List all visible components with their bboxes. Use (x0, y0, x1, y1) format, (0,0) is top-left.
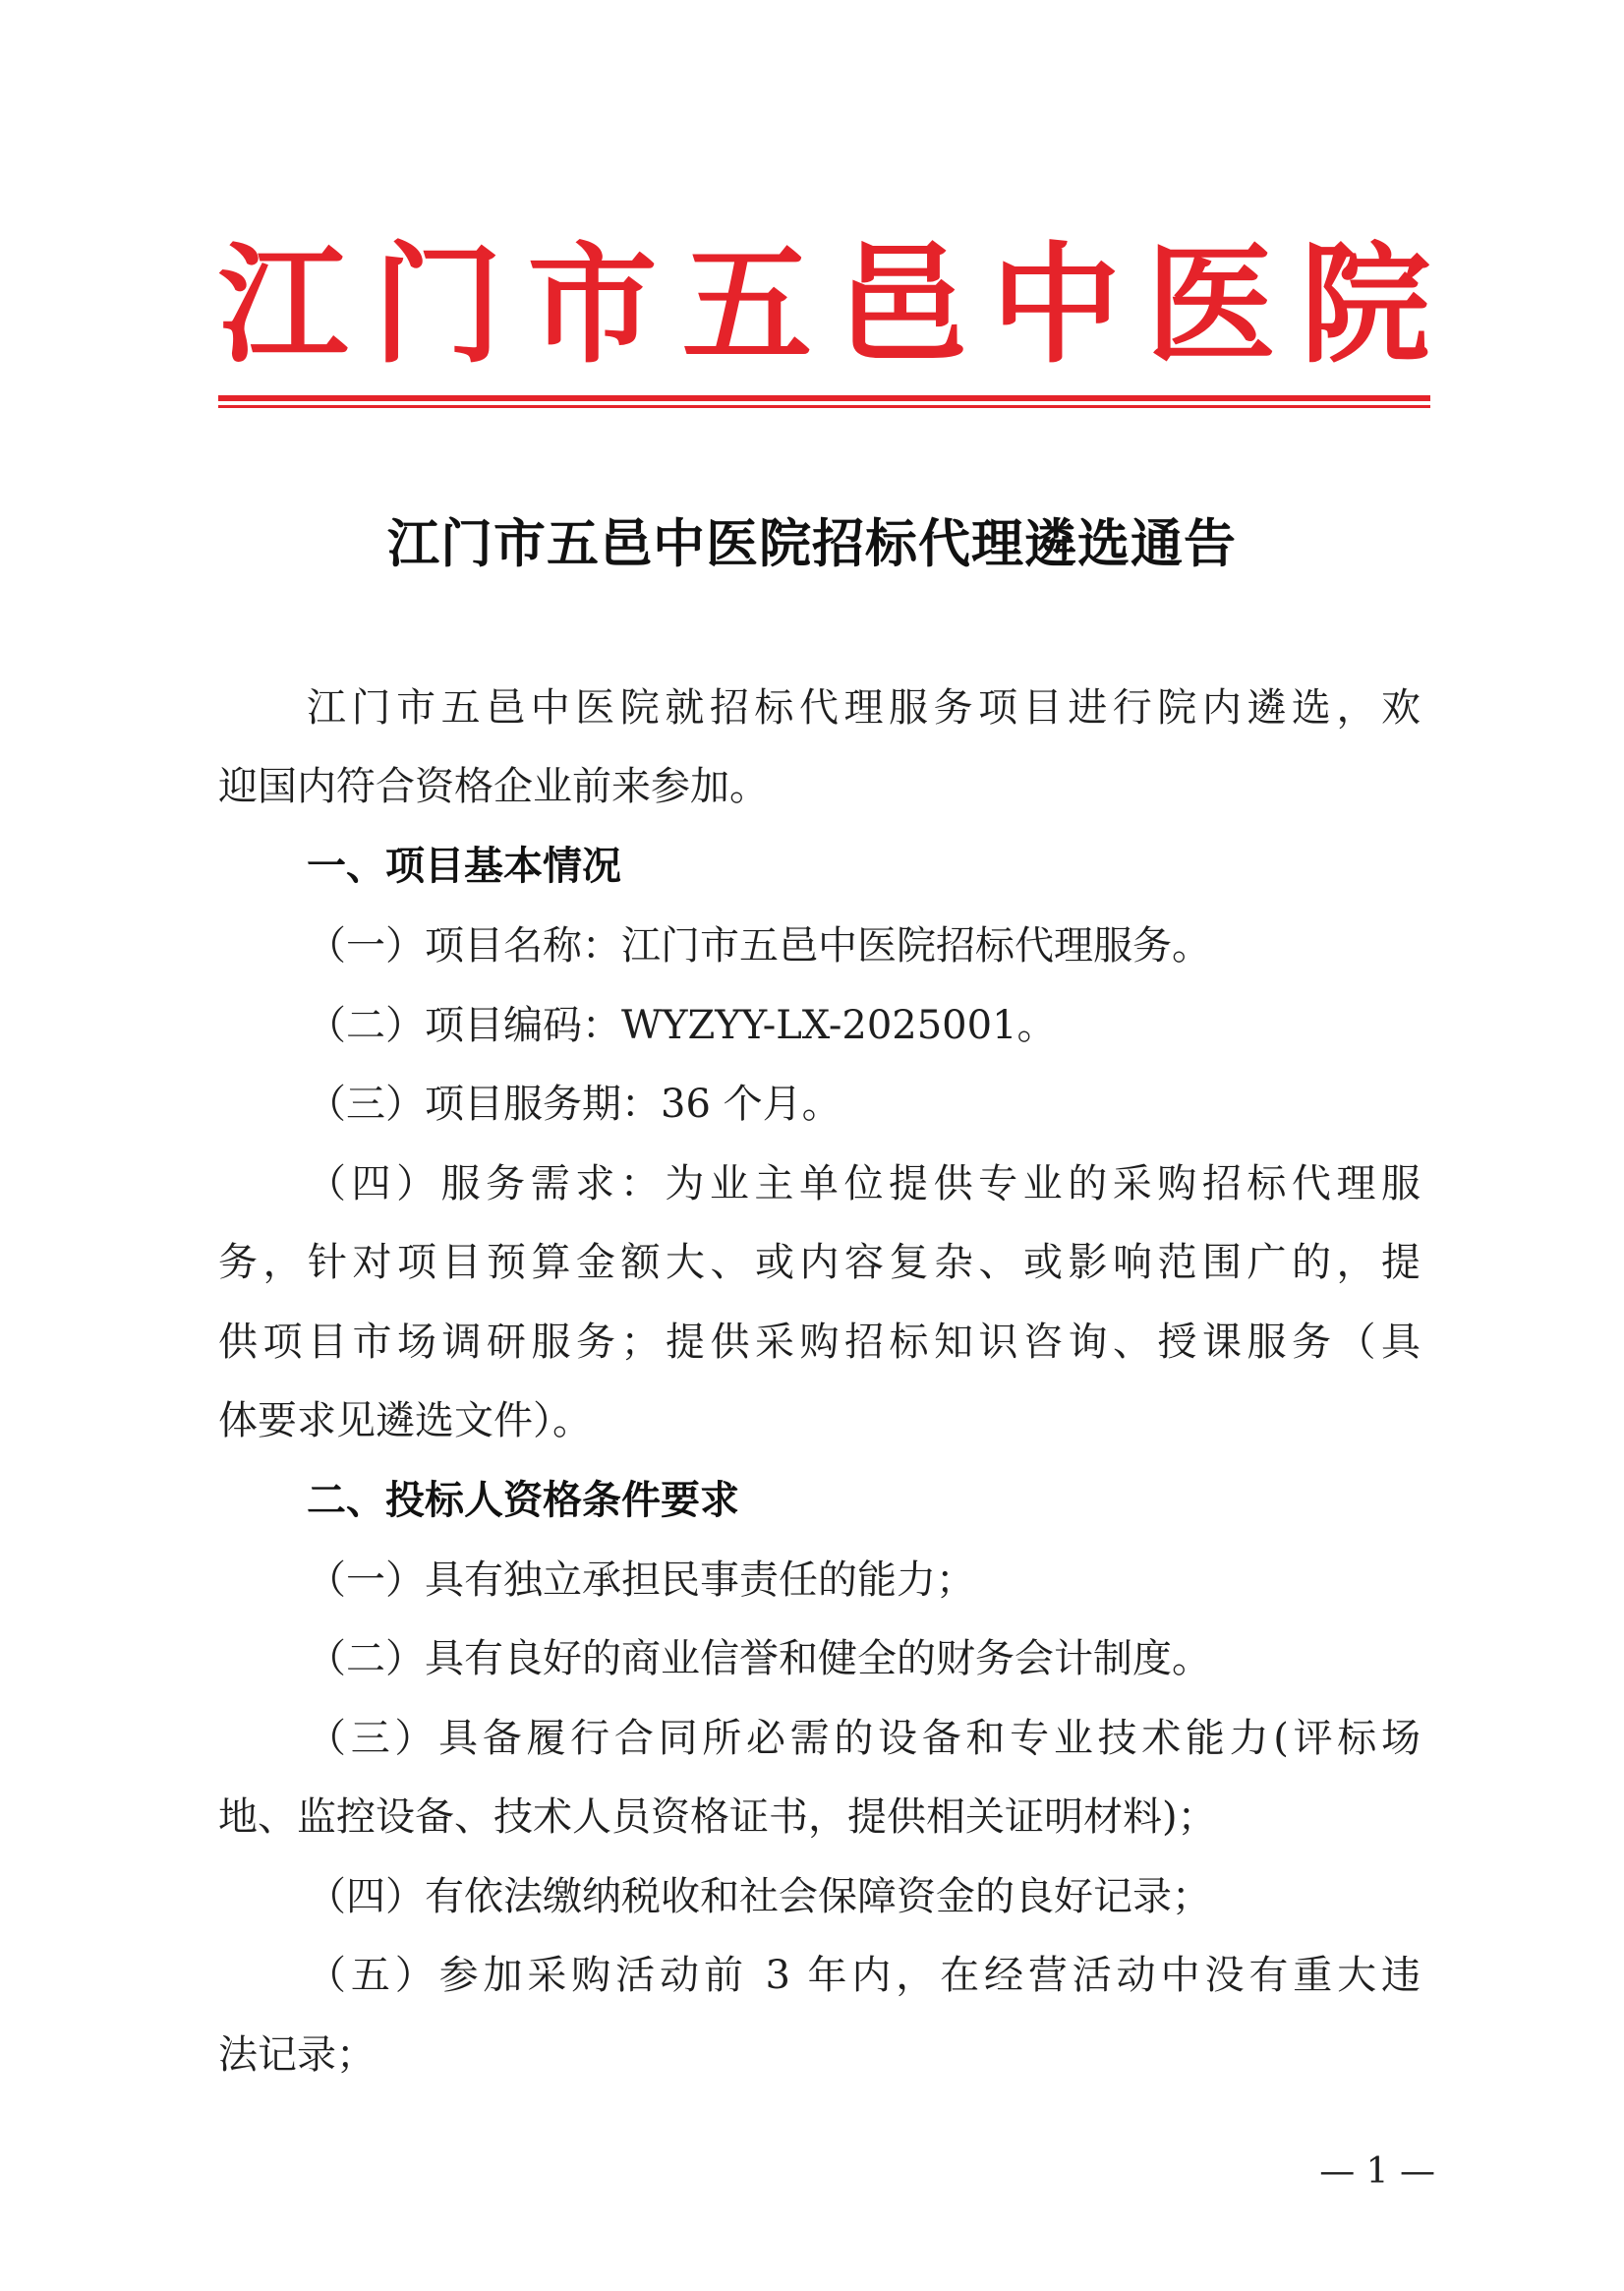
section2-item-3-line-1: （三）具备履行合同所必需的设备和专业技术能力(评标场 (307, 1716, 1421, 1761)
section-heading-2: 二、投标人资格条件要求 (307, 1478, 739, 1523)
letterhead-char: 五 (681, 230, 812, 382)
letterhead-char: 市 (527, 230, 658, 382)
letterhead-char: 江 (218, 230, 348, 382)
section2-item-2: （二）具有良好的商业信誉和健全的财务会计制度。 (307, 1636, 1211, 1681)
section1-item-4-line-1: （四）服务需求：为业主单位提供专业的采购招标代理服 (307, 1161, 1421, 1206)
section1-item-3: （三）项目服务期：36 个月。 (307, 1082, 841, 1127)
letterhead-char: 门 (373, 230, 503, 382)
page-number: — 1 — (1319, 2151, 1435, 2192)
document-title: 江门市五邑中医院招标代理遴选通告 (387, 513, 1237, 574)
section1-item-1: （一）项目名称：江门市五邑中医院招标代理服务。 (307, 923, 1211, 969)
letterhead-title (218, 232, 1430, 380)
section2-item-4: （四）有依法缴纳税收和社会保障资金的良好记录； (307, 1874, 1211, 1919)
section1-item-4-line-4: 体要求见遴选文件）。 (218, 1398, 592, 1443)
section2-item-5-line-1: （五）参加采购活动前 3 年内，在经营活动中没有重大违 (307, 1953, 1421, 1998)
intro-line-2: 迎国内符合资格企业前来参加。 (218, 764, 769, 809)
section2-item-3-line-2: 地、监控设备、技术人员资格证书，提供相关证明材料)； (218, 1794, 1217, 1840)
intro-line-1: 江门市五邑中医院就招标代理服务项目进行院内遴选，欢 (307, 685, 1421, 731)
letterhead-char: 中 (991, 230, 1122, 382)
letterhead-divider-thick (218, 395, 1430, 401)
letterhead-divider-thin (218, 405, 1430, 408)
section1-item-2: （二）项目编码：WYZYY-LX-2025001。 (307, 1003, 1057, 1048)
letterhead-char: 邑 (837, 230, 967, 382)
section1-item-4-line-3: 供项目市场调研服务；提供采购招标知识咨询、授课服务（具 (218, 1320, 1421, 1365)
letterhead-char: 院 (1300, 230, 1430, 382)
letterhead-char: 医 (1145, 230, 1276, 382)
section1-item-4-line-2: 务，针对项目预算金额大、或内容复杂、或影响范围广的，提 (218, 1240, 1421, 1285)
section-heading-1: 一、项目基本情况 (307, 844, 621, 889)
section2-item-5-line-2: 法记录； (218, 2032, 376, 2078)
section2-item-1: （一）具有独立承担民事责任的能力； (307, 1557, 975, 1603)
